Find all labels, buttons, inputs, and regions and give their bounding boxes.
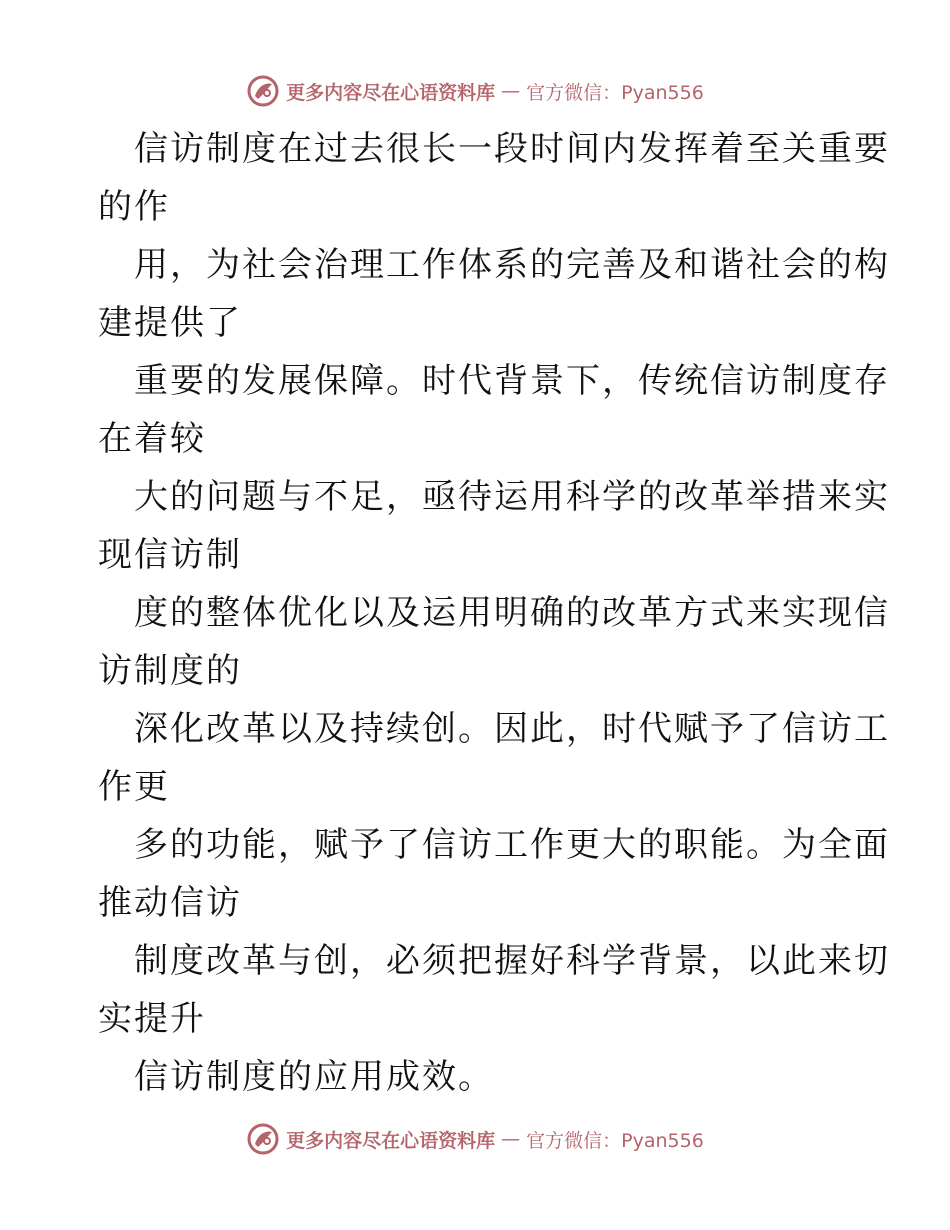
document-body [98, 120, 890, 1106]
text-line: 多的功能，赋予了信访工作更大的职能。为全面 [134, 825, 890, 865]
paragraph [98, 700, 890, 816]
text-line: 访制度的 [98, 651, 242, 691]
watermark-main-text: 更多内容尽在心语资料库 [286, 81, 496, 104]
header-watermark [0, 71, 950, 111]
paragraph [98, 1048, 858, 1106]
paragraph [98, 120, 890, 236]
paragraph [98, 584, 890, 700]
watermark-separator: — [501, 1128, 521, 1150]
paragraph [98, 468, 890, 584]
paragraph [98, 816, 890, 932]
text-line: 实提升 [98, 999, 206, 1039]
text-line: 的作 [98, 187, 170, 227]
paragraph [98, 932, 890, 1048]
watermark-wechat-text: 官方微信：Pyan556 [526, 81, 704, 104]
text-line: 重要的发展保障。时代背景下，传统信访制度存 [134, 361, 890, 401]
text-line: 推动信访 [98, 883, 242, 923]
paragraph [98, 236, 890, 352]
seal-logo-icon [246, 1122, 280, 1156]
seal-logo-icon [246, 74, 280, 108]
text-line: 用，为社会治理工作体系的完善及和谐社会的构 [134, 245, 890, 285]
text-line: 信访制度的应用成效。 [134, 1057, 494, 1097]
text-line: 深化改革以及持续创。因此，时代赋予了信访工 [134, 709, 890, 749]
text-line: 现信访制 [98, 535, 242, 575]
text-line: 度的整体优化以及运用明确的改革方式来实现信 [134, 593, 890, 633]
watermark-wechat-text: 官方微信：Pyan556 [526, 1129, 704, 1152]
text-line: 信访制度在过去很长一段时间内发挥着至关重要 [134, 129, 890, 169]
text-line: 作更 [98, 767, 170, 807]
watermark-main-text: 更多内容尽在心语资料库 [286, 1129, 496, 1152]
footer-watermark [0, 1119, 950, 1159]
paragraph [98, 352, 890, 468]
text-line: 建提供了 [98, 303, 242, 343]
text-line: 大的问题与不足，亟待运用科学的改革举措来实 [134, 477, 890, 517]
text-line: 制度改革与创，必须把握好科学背景，以此来切 [134, 941, 890, 981]
text-line: 在着较 [98, 419, 206, 459]
watermark-separator: — [501, 80, 521, 102]
